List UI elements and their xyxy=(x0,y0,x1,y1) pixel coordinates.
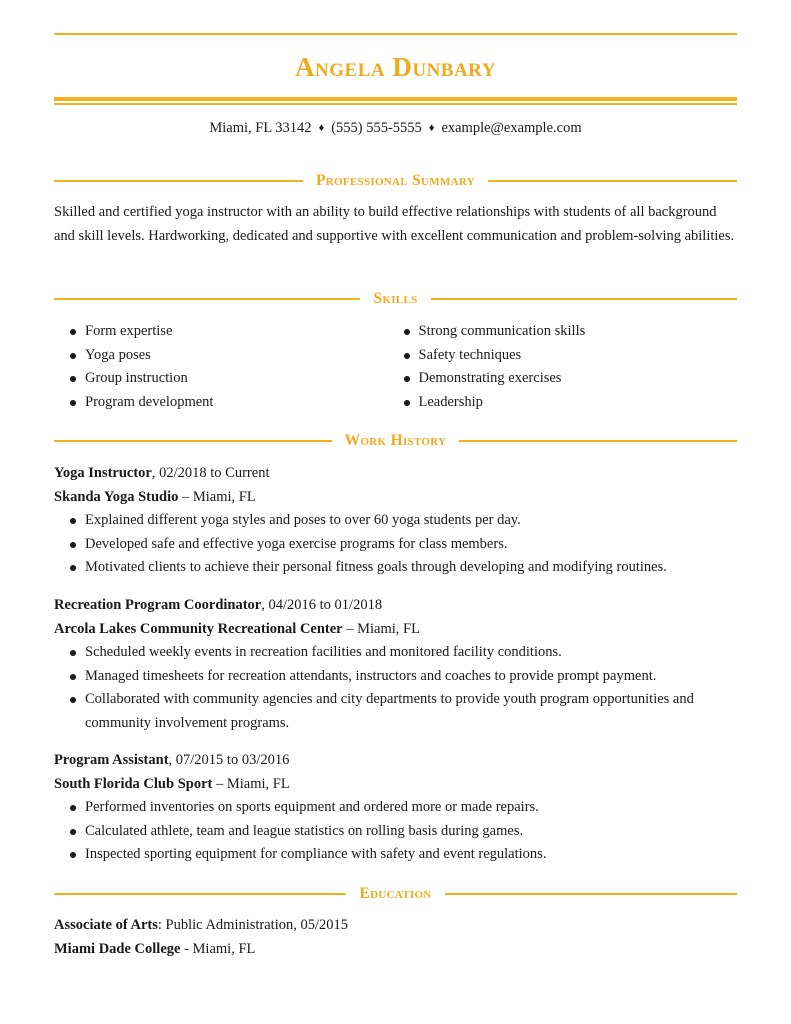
education-location: - Miami, FL xyxy=(180,940,256,957)
job-bullets xyxy=(54,641,737,735)
bullet-text: Scheduled weekly events in recreation facilities and monitored facility conditions. xyxy=(85,644,562,660)
contact-line xyxy=(54,118,737,139)
skills-column-right xyxy=(404,320,738,414)
heading-rule-left xyxy=(54,298,360,300)
job-bullet xyxy=(70,688,737,735)
bullet-icon xyxy=(404,353,410,359)
job-title: Yoga Instructor xyxy=(54,465,152,481)
bullet-text: Motivated clients to achieve their personal fitness goals through developing and modifying routines. xyxy=(85,559,667,575)
bullet-icon xyxy=(404,329,410,335)
job-dates: , 07/2015 to 03/2016 xyxy=(168,752,290,768)
skill-label: Program development xyxy=(85,393,214,410)
skill-label: Strong communication skills xyxy=(418,323,586,339)
job-company: South Florida Club Sport xyxy=(54,775,213,792)
bullet-icon xyxy=(70,650,76,656)
bullet-icon xyxy=(70,852,76,858)
job-company: Arcola Lakes Community Recreational Center xyxy=(54,620,343,637)
skill-item xyxy=(404,391,738,415)
candidate-name: Angela Dunbary xyxy=(295,52,496,82)
job-location: – Miami, FL xyxy=(178,488,256,505)
skill-label: Safety techniques xyxy=(418,346,522,363)
job-bullets xyxy=(54,509,737,580)
heading-rule-left xyxy=(54,893,346,895)
skill-label: Form expertise xyxy=(85,323,173,339)
education-degree: Associate of Arts xyxy=(54,917,158,933)
job-bullet xyxy=(70,509,737,533)
job-location: – Miami, FL xyxy=(342,620,420,637)
job-bullet xyxy=(70,665,737,689)
bullet-icon xyxy=(70,565,76,571)
job-bullet xyxy=(70,796,737,820)
skills-column-left xyxy=(70,320,404,414)
heading-rule-right xyxy=(488,180,737,182)
bullet-text: Collaborated with community agencies and city departments to provide youth program opportunities and community involvement programs. xyxy=(85,691,694,731)
skill-item xyxy=(70,320,404,344)
job-title: Recreation Program Coordinator xyxy=(54,597,262,613)
section-heading-summary xyxy=(54,171,737,191)
diamond-separator-icon: ♦ xyxy=(318,122,325,134)
bullet-icon xyxy=(70,353,76,359)
heading-rule-right xyxy=(431,298,737,300)
header-top-rule xyxy=(54,33,737,35)
bullet-icon xyxy=(70,805,76,811)
education-entry xyxy=(54,914,737,961)
header-bottom-rule-thick xyxy=(54,97,737,101)
bullet-text: Explained different yoga styles and poses to over 60 yoga students per day. xyxy=(85,512,521,528)
section-title: Skills xyxy=(373,290,418,307)
contact-email[interactable]: example@example.com xyxy=(441,120,582,136)
job-bullet xyxy=(70,556,737,580)
heading-rule-right xyxy=(459,440,737,442)
job-entry xyxy=(54,462,737,580)
skills-list xyxy=(70,320,737,414)
bullet-icon xyxy=(404,376,410,382)
bullet-icon xyxy=(70,829,76,835)
section-title: Professional Summary xyxy=(316,172,475,189)
contact-phone: (555) 555-5555 xyxy=(331,120,422,136)
bullet-icon xyxy=(70,518,76,524)
job-company-line xyxy=(54,773,737,797)
bullet-icon xyxy=(70,674,76,680)
job-title-line xyxy=(54,594,737,618)
summary-text: Skilled and certified yoga instructor with an ability to build effective relationships with students of all background and skill levels. Hardworking, dedicated and supportive with excellent communication and problem-solving abilities. xyxy=(54,204,735,244)
heading-rule-left xyxy=(54,180,303,182)
bullet-icon xyxy=(70,697,76,703)
header-bottom-rule-thin xyxy=(54,103,737,105)
bullet-icon xyxy=(70,329,76,335)
section-title: Education xyxy=(359,885,432,902)
bullet-text: Managed timesheets for recreation attendants, instructors and coaches to provide prompt payment. xyxy=(85,667,657,684)
skill-label: Demonstrating exercises xyxy=(418,370,562,386)
heading-rule-left xyxy=(54,440,332,442)
job-title-line xyxy=(54,749,737,773)
education-degree-line xyxy=(54,914,737,938)
skill-label: Leadership xyxy=(418,393,483,410)
bullet-icon xyxy=(70,376,76,382)
skill-item xyxy=(404,344,738,368)
education-school-line xyxy=(54,938,737,962)
skill-item xyxy=(70,367,404,391)
job-company-line xyxy=(54,618,737,642)
education-field: : Public Administration, 05/2015 xyxy=(157,917,349,933)
heading-rule-right xyxy=(445,893,737,895)
skill-item xyxy=(70,391,404,415)
bullet-icon xyxy=(70,400,76,406)
bullet-text: Inspected sporting equipment for compliance with safety and event regulations. xyxy=(85,846,547,862)
job-bullet xyxy=(70,843,737,867)
skill-label: Group instruction xyxy=(85,370,188,386)
job-location: – Miami, FL xyxy=(212,775,290,792)
bullet-text: Calculated athlete, team and league statistics on rolling basis during games. xyxy=(85,822,524,839)
job-bullets xyxy=(54,796,737,867)
skill-item xyxy=(404,320,738,344)
skill-item xyxy=(404,367,738,391)
job-entry xyxy=(54,749,737,867)
bullet-icon xyxy=(404,400,410,406)
job-bullet xyxy=(70,641,737,665)
section-heading-education xyxy=(54,884,737,904)
skill-item xyxy=(70,344,404,368)
job-bullet xyxy=(70,533,737,557)
bullet-icon xyxy=(70,542,76,548)
education-school: Miami Dade College xyxy=(54,940,181,957)
job-dates: , 04/2016 to 01/2018 xyxy=(261,597,383,613)
section-title: Work History xyxy=(344,432,447,449)
skill-label: Yoga poses xyxy=(85,346,151,363)
contact-location: Miami, FL 33142 xyxy=(209,120,312,136)
job-company: Skanda Yoga Studio xyxy=(54,488,179,505)
job-title-line xyxy=(54,462,737,486)
job-bullet xyxy=(70,820,737,844)
job-entry xyxy=(54,594,737,735)
bullet-text: Developed safe and effective yoga exercise programs for class members. xyxy=(85,535,508,552)
job-title: Program Assistant xyxy=(54,752,169,768)
section-heading-skills xyxy=(54,289,737,309)
job-dates: , 02/2018 to Current xyxy=(151,465,270,481)
section-heading-work-history xyxy=(54,431,737,451)
job-company-line xyxy=(54,486,737,510)
diamond-separator-icon: ♦ xyxy=(428,122,435,134)
bullet-text: Performed inventories on sports equipment and ordered more or made repairs. xyxy=(85,799,539,815)
